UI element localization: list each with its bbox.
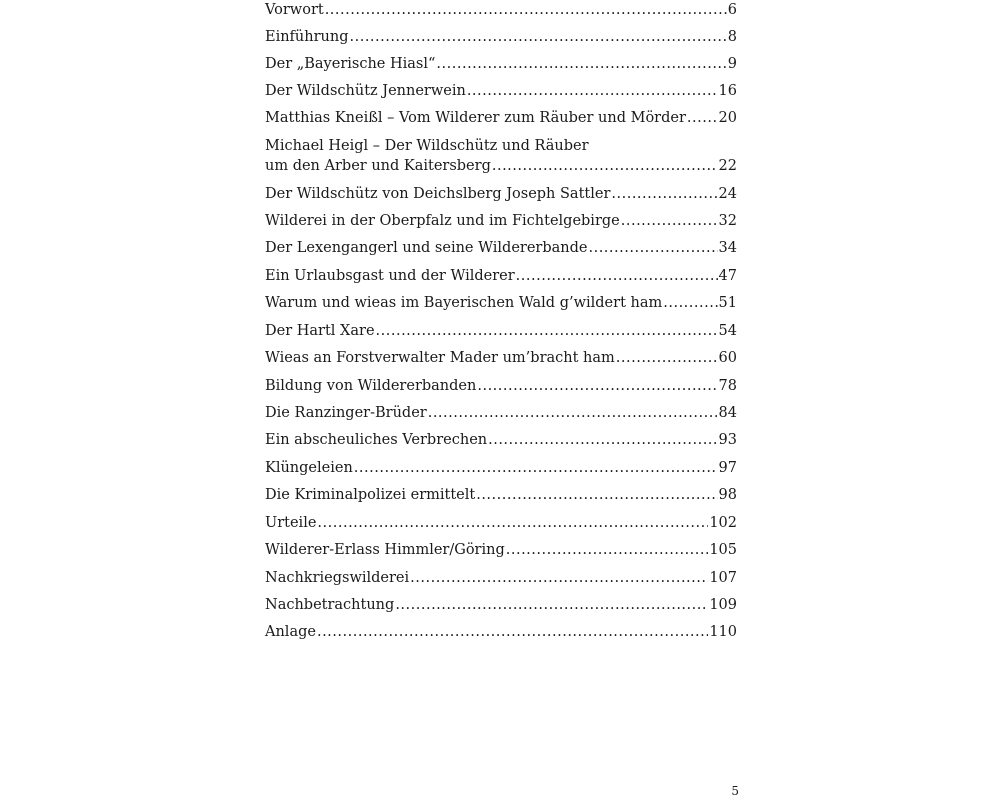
toc-entry-page: 60 <box>718 350 737 366</box>
toc-dot-leader <box>317 513 708 533</box>
toc-entry-title: Die Kriminalpolizei ermittelt <box>265 487 476 503</box>
toc-entry <box>265 403 737 423</box>
toc-entry <box>265 513 737 533</box>
toc-dot-leader <box>354 458 718 478</box>
toc-entry-title: Vorwort <box>265 2 324 18</box>
toc-entry-page: 34 <box>718 240 737 256</box>
toc-entry-page: 93 <box>718 432 737 448</box>
toc-entry-title: Einführung <box>265 29 349 45</box>
toc-entry <box>265 458 737 478</box>
toc-dot-leader <box>616 348 718 368</box>
toc-entry-title: Der Hartl Xare <box>265 323 375 339</box>
toc-entry-page: 110 <box>709 624 737 640</box>
toc-entry <box>265 376 737 396</box>
toc-dot-leader <box>476 485 717 505</box>
toc-entry-page: 32 <box>718 213 737 229</box>
toc-entry <box>265 485 737 505</box>
toc-dot-leader <box>410 568 708 588</box>
toc-entry-title: Ein Urlaubsgast und der Wilderer <box>265 268 515 284</box>
toc-entry-page: 16 <box>718 83 737 99</box>
toc-dot-leader <box>663 293 717 313</box>
toc-entry-title: Klüngeleien <box>265 460 353 476</box>
toc-entry <box>265 81 737 101</box>
toc-dot-leader <box>467 81 718 101</box>
toc-entry-page: 78 <box>718 378 737 394</box>
toc-entry-page: 97 <box>718 460 737 476</box>
toc-entry <box>265 108 737 128</box>
toc-dot-leader <box>611 184 717 204</box>
toc-entry <box>265 0 737 20</box>
toc-entry <box>265 54 737 74</box>
toc-dot-leader <box>588 238 717 258</box>
toc-entry-page: 47 <box>718 268 737 284</box>
toc-entry <box>265 27 737 47</box>
toc-entry-title: Warum und wieas im Bayerischen Wald g’wildert ham <box>265 295 663 311</box>
toc-entry-page: 24 <box>718 186 737 202</box>
toc-dot-leader <box>506 540 709 560</box>
toc-entry <box>265 540 737 560</box>
toc-entry <box>265 293 737 313</box>
toc-dot-leader <box>488 430 717 450</box>
toc-dot-leader <box>317 622 708 642</box>
toc-entry <box>265 238 737 258</box>
page-number: 5 <box>731 784 739 798</box>
toc-dot-leader <box>477 376 717 396</box>
toc-entry-title: Matthias Kneißl – Vom Wilderer zum Räuber und Mörder <box>265 110 686 126</box>
toc-entry-page: 105 <box>709 542 737 558</box>
toc-entry-title: Wieas an Forstverwalter Mader um’bracht ham <box>265 350 615 366</box>
toc-entry-title: Der Lexengangerl und seine Wildererbande <box>265 240 588 256</box>
toc-dot-leader <box>376 321 718 341</box>
toc-entry-title: Wilderer-Erlass Himmler/Göring <box>265 542 505 558</box>
toc-entry-title: Der Wildschütz von Deichslberg Joseph Sattler <box>265 186 611 202</box>
toc-entry-title: Urteile <box>265 515 317 531</box>
toc-dot-leader <box>350 27 727 47</box>
toc-entry-page: 109 <box>709 597 737 613</box>
toc-entry-page: 9 <box>727 56 737 72</box>
toc-entry <box>265 266 737 286</box>
toc-entry <box>265 184 737 204</box>
toc-entry <box>265 136 737 176</box>
toc-entry <box>265 595 737 615</box>
toc-entry-title-line1: Michael Heigl – Der Wildschütz und Räuber <box>265 138 589 154</box>
toc-dot-leader <box>492 156 718 176</box>
toc-entry-page: 84 <box>718 405 737 421</box>
toc-entry-title: Nachkriegswilderei <box>265 570 410 586</box>
toc-entry-page: 8 <box>727 29 737 45</box>
toc-dot-leader <box>428 403 718 423</box>
toc-entry-page: 107 <box>709 570 737 586</box>
toc-entry-title: Anlage <box>265 624 316 640</box>
toc-entry <box>265 321 737 341</box>
toc-entry <box>265 622 737 642</box>
toc-entry-title: Wilderei in der Oberpfalz und im Fichtelgebirge <box>265 213 620 229</box>
toc-entry <box>265 348 737 368</box>
toc-entry-page: 54 <box>718 323 737 339</box>
toc-dot-leader <box>436 54 726 74</box>
toc-entry-title: Der „Bayerische Hiasl“ <box>265 56 436 72</box>
toc-entry-page: 51 <box>718 295 737 311</box>
toc-entry-page: 98 <box>718 487 737 503</box>
toc-dot-leader <box>687 108 718 128</box>
toc-dot-leader <box>395 595 708 615</box>
toc-entry <box>265 211 737 231</box>
toc-entry-title: Der Wildschütz Jennerwein <box>265 83 466 99</box>
toc-entry-title-line2: um den Arber und Kaitersberg <box>265 158 491 174</box>
toc-dot-leader <box>516 266 718 286</box>
toc-entry-page: 6 <box>727 2 737 18</box>
toc-entry <box>265 568 737 588</box>
toc-entry-title: Die Ranzinger-Brüder <box>265 405 427 421</box>
toc-entry-row2 <box>265 156 737 176</box>
toc-entry-page: 102 <box>709 515 737 531</box>
toc-entry-page: 22 <box>718 158 737 174</box>
toc-entry <box>265 430 737 450</box>
toc-dot-leader <box>621 211 718 231</box>
toc-entry-title: Bildung von Wildererbanden <box>265 378 477 394</box>
toc-entry-title: Nachbetrachtung <box>265 597 395 613</box>
toc-entry-page: 20 <box>718 110 737 126</box>
toc-entry-title: Ein abscheuliches Verbrechen <box>265 432 488 448</box>
toc-dot-leader <box>325 0 727 20</box>
